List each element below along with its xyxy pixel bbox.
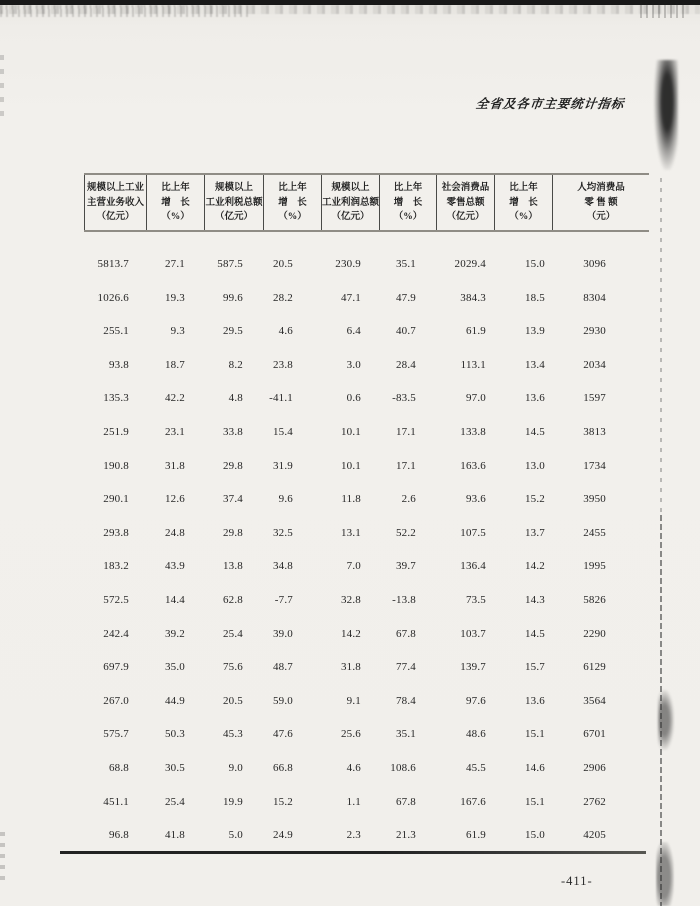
table-row (84, 416, 649, 450)
table-cell: 242.4 (103, 627, 129, 640)
table-cell: 2029.4 (454, 258, 486, 270)
table-cell: 52.2 (395, 526, 416, 539)
table-cell: 23.8 (272, 358, 293, 371)
header-line: （元） (586, 212, 616, 223)
header-line: 零 售 额 (584, 197, 618, 208)
header-line: 工业利税总额 (205, 197, 263, 208)
header-cell (146, 175, 204, 230)
table-cell: 13.8 (222, 560, 243, 573)
table-cell: 37.4 (222, 493, 243, 506)
table-cell: 40.7 (395, 325, 416, 338)
header-line: （%） (393, 212, 423, 223)
table-cell: 697.9 (103, 661, 129, 674)
header-line: 增 长 (278, 197, 307, 208)
page-edge-texture (640, 2, 684, 18)
table-cell: 290.1 (103, 493, 129, 506)
table-cell: 66.8 (272, 761, 293, 774)
header-line: （亿元） (96, 212, 135, 223)
table-cell: 14.6 (524, 761, 545, 774)
table-cell: 31.9 (272, 459, 293, 472)
header-line: 工业利润总额 (322, 197, 379, 208)
header-line: 增 长 (509, 197, 538, 208)
page-edge-texture (660, 178, 662, 513)
table-cell: 3096 (583, 258, 606, 270)
table-cell: 267.0 (103, 694, 129, 707)
table-cell: 31.8 (340, 661, 361, 674)
table-cell: 77.4 (395, 661, 416, 674)
table-cell: 167.6 (460, 795, 486, 808)
header-line: 规模以上 (214, 183, 253, 194)
table-cell: 13.0 (524, 459, 545, 472)
table-row (84, 450, 649, 484)
table-cell: 6.4 (346, 325, 361, 338)
table-cell: 99.6 (222, 291, 243, 304)
table-cell: 68.8 (108, 761, 129, 774)
table-cell: 39.7 (395, 560, 416, 573)
table-cell: 15.1 (524, 795, 545, 808)
table-cell: 13.4 (524, 358, 545, 371)
header-line: （%） (278, 212, 307, 223)
table-cell: 3813 (583, 425, 606, 438)
table-cell: -83.5 (392, 392, 416, 405)
table-cell: -7.7 (274, 593, 293, 606)
table-cell: 1.1 (346, 795, 361, 808)
header-line: 增 长 (393, 197, 423, 208)
table-cell: 47.9 (395, 291, 416, 304)
table-cell: 48.7 (272, 661, 293, 674)
table-cell: 1026.6 (97, 291, 129, 304)
table-cell: 23.1 (164, 425, 185, 438)
table-row (84, 752, 649, 786)
table-row (84, 248, 649, 282)
table-cell: 451.1 (103, 795, 129, 808)
table-cell: 29.8 (222, 526, 243, 539)
header-line: 主营业务收入 (86, 197, 144, 208)
table-cell: 67.8 (395, 627, 416, 640)
table-row (84, 819, 649, 853)
table-cell: 8304 (583, 291, 606, 304)
table-cell: 108.6 (390, 761, 416, 774)
table-cell: 587.5 (217, 258, 243, 270)
table-cell: 75.6 (222, 661, 243, 674)
table-cell: 17.1 (395, 425, 416, 438)
table-cell: 13.7 (524, 526, 545, 539)
table-cell: 7.0 (346, 560, 361, 573)
table-cell: 2455 (583, 526, 606, 539)
table-cell: 1995 (583, 560, 606, 573)
table-cell: 67.8 (395, 795, 416, 808)
table-cell: 42.2 (164, 392, 185, 405)
table-cell: 163.6 (460, 459, 486, 472)
table-row (84, 382, 649, 416)
header-line: 规模以上 (331, 183, 370, 194)
table-cell: 2.6 (401, 493, 416, 506)
header-cell (552, 175, 649, 230)
table-cell: 14.2 (524, 560, 545, 573)
table-cell: 2930 (583, 325, 606, 338)
table-cell: 19.3 (164, 291, 185, 304)
table-cell: 47.1 (340, 291, 361, 304)
table-cell: 33.8 (222, 425, 243, 438)
header-cell (436, 175, 494, 230)
table-cell: 15.0 (524, 829, 545, 842)
table-cell: 61.9 (465, 829, 486, 842)
table-cell: 3.0 (346, 358, 361, 371)
page-edge-texture (658, 690, 674, 750)
table-cell: 4205 (583, 829, 606, 842)
table-cell: 6701 (583, 728, 606, 741)
header-line: （亿元） (214, 212, 253, 223)
table-cell: 135.3 (103, 392, 129, 405)
table-bottom-rule (60, 851, 646, 854)
table-cell: 14.3 (524, 593, 545, 606)
table-cell: 9.0 (228, 761, 243, 774)
table-cell: 39.0 (272, 627, 293, 640)
table-cell: 103.7 (460, 627, 486, 640)
table-cell: 13.9 (524, 325, 545, 338)
table-cell: 59.0 (272, 694, 293, 707)
table-cell: 21.3 (395, 829, 416, 842)
table-cell: 62.8 (222, 593, 243, 606)
table-cell: 43.9 (164, 560, 185, 573)
table-body (84, 232, 649, 853)
table-cell: -13.8 (392, 593, 416, 606)
table-cell: 25.4 (164, 795, 185, 808)
table-row (84, 550, 649, 584)
table-cell: 24.8 (164, 526, 185, 539)
page-edge-texture (0, 55, 4, 117)
table-cell: -41.1 (269, 392, 293, 405)
table-cell: 32.5 (272, 526, 293, 539)
table-row (84, 618, 649, 652)
table-cell: 1597 (583, 392, 606, 405)
page-number: -411- (561, 874, 593, 888)
table-cell: 97.6 (465, 694, 486, 707)
table-header-row (84, 173, 649, 232)
table-cell: 15.7 (524, 661, 545, 674)
table-cell: 15.1 (524, 728, 545, 741)
table-cell: 384.3 (460, 291, 486, 304)
table-row (84, 517, 649, 551)
table-cell: 28.2 (272, 291, 293, 304)
header-line: （%） (161, 212, 190, 223)
table-cell: 50.3 (164, 728, 185, 741)
table-cell: 29.5 (222, 325, 243, 338)
table-cell: 293.8 (103, 526, 129, 539)
table-cell: 3564 (583, 694, 606, 707)
header-line: 社会消费品 (441, 183, 490, 194)
page-edge-texture (0, 832, 5, 884)
page-edge-texture (654, 60, 678, 170)
table-row (84, 483, 649, 517)
table-cell: 575.7 (103, 728, 129, 741)
header-line: （亿元） (446, 212, 485, 223)
table-cell: 230.9 (335, 258, 361, 270)
header-cell (84, 175, 146, 230)
page-edge-texture (656, 842, 674, 906)
table-cell: 41.8 (164, 829, 185, 842)
table-cell: 4.8 (228, 392, 243, 405)
table-cell: 5813.7 (97, 258, 129, 270)
table-cell: 14.5 (524, 627, 545, 640)
table-cell: 97.0 (465, 392, 486, 405)
table-cell: 73.5 (465, 593, 486, 606)
table-cell: 255.1 (103, 325, 129, 338)
table-cell: 2.3 (346, 829, 361, 842)
table-cell: 15.0 (524, 258, 545, 270)
header-line: 零售总额 (446, 197, 485, 208)
table-cell: 20.5 (222, 694, 243, 707)
table-cell: 45.5 (465, 761, 486, 774)
table-cell: 15.2 (524, 493, 545, 506)
table-cell: 17.1 (395, 459, 416, 472)
table-cell: 25.4 (222, 627, 243, 640)
table-row (84, 786, 649, 820)
table-cell: 30.5 (164, 761, 185, 774)
table-cell: 572.5 (103, 593, 129, 606)
table-cell: 93.8 (108, 358, 129, 371)
table-cell: 13.6 (524, 392, 545, 405)
header-line: （亿元） (331, 212, 370, 223)
table-cell: 10.1 (340, 425, 361, 438)
table-cell: 2906 (583, 761, 606, 774)
table-cell: 2762 (583, 795, 606, 808)
table-cell: 19.9 (222, 795, 243, 808)
table-cell: 5826 (583, 593, 606, 606)
table-cell: 11.8 (341, 493, 361, 506)
table-cell: 139.7 (460, 661, 486, 674)
table-cell: 2034 (583, 358, 606, 371)
table-cell: 13.6 (524, 694, 545, 707)
table-cell: 39.2 (164, 627, 185, 640)
table-row (84, 315, 649, 349)
table-row (84, 685, 649, 719)
table-cell: 32.8 (340, 593, 361, 606)
table-cell: 28.4 (395, 358, 416, 371)
scan-smudge (0, 5, 250, 17)
table-cell: 15.2 (272, 795, 293, 808)
page-title: 全省及各市主要统计指标 (475, 97, 626, 111)
table-cell: 133.8 (460, 425, 486, 438)
table-cell: 9.6 (278, 493, 293, 506)
table-cell: 25.6 (340, 728, 361, 741)
table-cell: 35.0 (164, 661, 185, 674)
table-cell: 45.3 (222, 728, 243, 741)
table-cell: 14.2 (340, 627, 361, 640)
table-cell: 4.6 (346, 761, 361, 774)
table-cell: 2290 (583, 627, 606, 640)
table-cell: 5.0 (228, 829, 243, 842)
header-line: 比上年 (161, 183, 190, 194)
table-cell: 48.6 (465, 728, 486, 741)
table-cell: 78.4 (395, 694, 416, 707)
table-cell: 18.7 (164, 358, 185, 371)
table-cell: 183.2 (103, 560, 129, 573)
header-line: 人均消费品 (577, 183, 625, 194)
table-cell: 18.5 (524, 291, 545, 304)
header-line: 比上年 (509, 183, 538, 194)
table-cell: 113.1 (460, 358, 486, 371)
table-cell: 13.1 (340, 526, 361, 539)
table-cell: 47.6 (272, 728, 293, 741)
table-cell: 15.4 (272, 425, 293, 438)
table-cell: 24.9 (272, 829, 293, 842)
table-cell: 1734 (583, 459, 606, 472)
table-cell: 31.8 (164, 459, 185, 472)
table-cell: 251.9 (103, 425, 129, 438)
table-cell: 6129 (583, 661, 606, 674)
table-row (84, 349, 649, 383)
header-line: 比上年 (393, 183, 423, 194)
table-cell: 35.1 (395, 728, 416, 741)
header-line: 规模以上工业 (86, 183, 144, 194)
table-cell: 35.1 (395, 258, 416, 270)
table-cell: 34.8 (272, 560, 293, 573)
table-row (84, 718, 649, 752)
table-cell: 10.1 (340, 459, 361, 472)
table-cell: 27.1 (164, 258, 185, 270)
table-row (84, 651, 649, 685)
header-cell (321, 175, 379, 230)
header-line: 增 长 (161, 197, 190, 208)
table-cell: 61.9 (465, 325, 486, 338)
table-row (84, 282, 649, 316)
table-cell: 93.6 (465, 493, 486, 506)
statistics-table (84, 173, 649, 853)
table-cell: 8.2 (228, 358, 243, 371)
table-cell: 14.4 (164, 593, 185, 606)
header-cell (494, 175, 552, 230)
table-cell: 3950 (583, 493, 606, 506)
table-cell: 20.5 (272, 258, 293, 270)
table-cell: 14.5 (524, 425, 545, 438)
table-cell: 29.8 (222, 459, 243, 472)
header-line: 比上年 (278, 183, 307, 194)
table-cell: 96.8 (108, 829, 129, 842)
table-cell: 44.9 (164, 694, 185, 707)
table-cell: 4.6 (278, 325, 293, 338)
header-cell (263, 175, 321, 230)
header-cell (204, 175, 263, 230)
table-cell: 9.3 (170, 325, 185, 338)
table-cell: 9.1 (346, 694, 361, 707)
table-cell: 136.4 (460, 560, 486, 573)
table-row (84, 584, 649, 618)
table-cell: 190.8 (103, 459, 129, 472)
header-line: （%） (509, 212, 538, 223)
table-cell: 0.6 (346, 392, 361, 405)
table-cell: 12.6 (164, 493, 185, 506)
table-cell: 107.5 (460, 526, 486, 539)
header-cell (379, 175, 436, 230)
